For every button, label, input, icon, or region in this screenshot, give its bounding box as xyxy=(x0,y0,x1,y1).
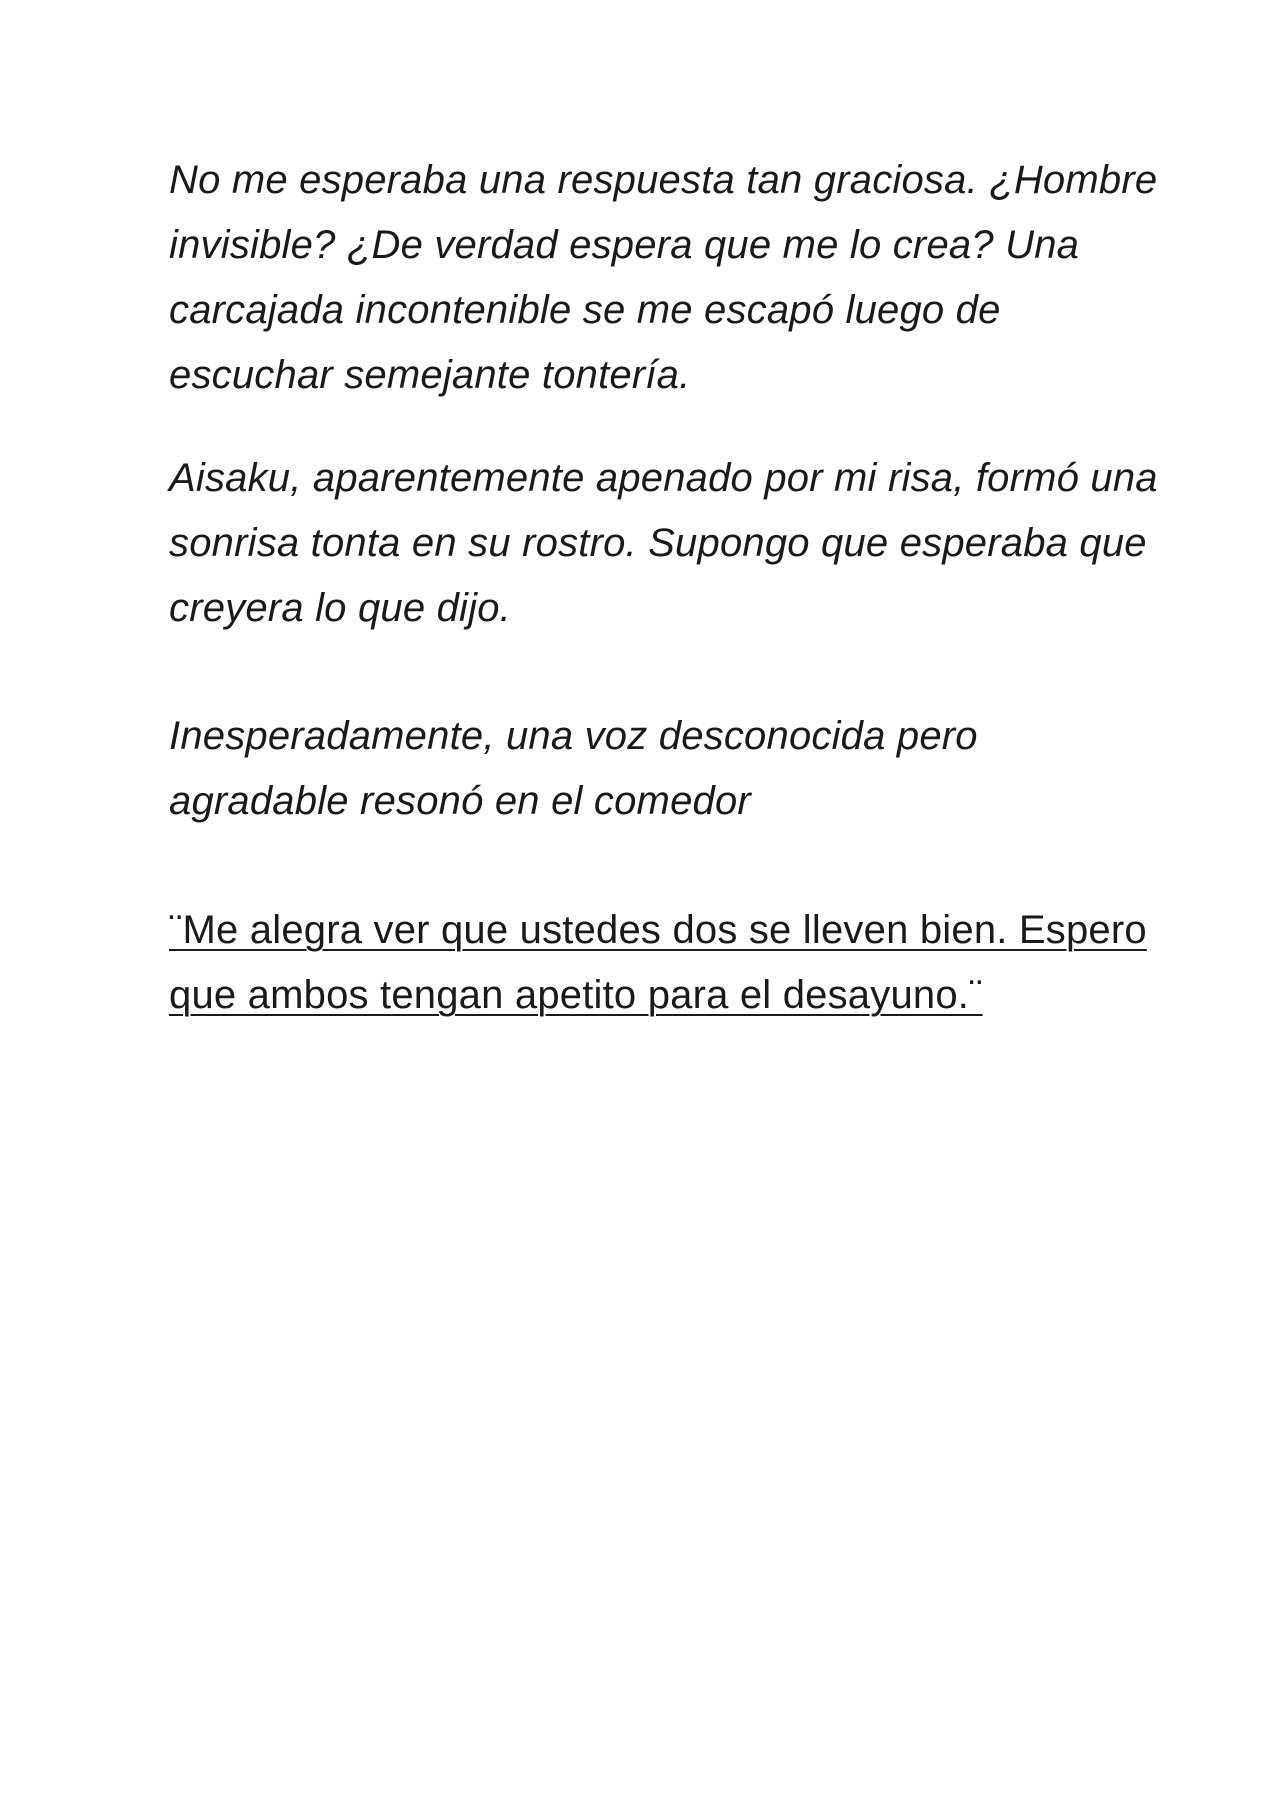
narration-paragraph-3: Inesperadamente, una voz desconocida pero agradable resonó en el comedor xyxy=(169,714,978,823)
narration-paragraph-2: Aisaku, aparentemente apenado por mi risa, formó una sonrisa tonta en su rostro. Supongo que esperaba que creyera lo que dijo. xyxy=(169,456,1158,630)
narration-paragraph-1: No me esperaba una respuesta tan graciosa. ¿Hombre invisible? ¿De verdad espera que me lo crea? Una carcajada incontenible se me escapó luego de escuchar semejante tontería. xyxy=(169,158,1158,397)
dialogue-paragraph: ¨Me alegra ver que ustedes dos se lleven bien. Espero que ambos tengan apetito para el desayuno.¨ xyxy=(169,908,1147,1017)
